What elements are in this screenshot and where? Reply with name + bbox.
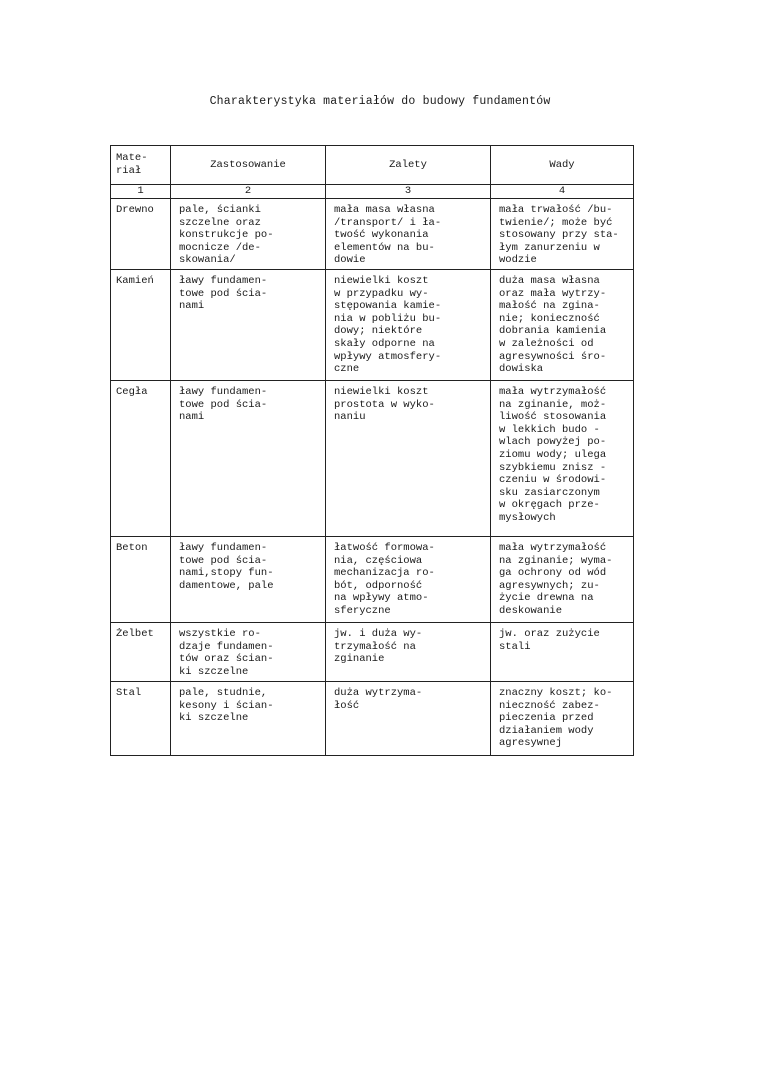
zalety-cell: łatwość formowa- nia, częściowa mechanizacja ro- bót, odporność na wpływy atmo- sferyczne: [326, 537, 491, 623]
wady-cell: znaczny koszt; ko- nieczność zabez- pieczenia przed działaniem wody agresywnej: [491, 682, 634, 756]
table-row: [111, 537, 634, 623]
wady-cell: mała trwałość /bu- twienie/; może być stosowany przy sta- łym zanurzeniu w wodzie: [491, 199, 634, 270]
zastosowanie-cell: ławy fundamen- towe pod ścia- nami,stopy fun- damentowe, pale: [171, 537, 326, 623]
zastosowanie-cell: pale, ścianki szczelne oraz konstrukcje po- mocnicze /de- skowania/: [171, 199, 326, 270]
header-zalety: Zalety: [326, 146, 491, 185]
column-number: 2: [171, 185, 326, 199]
zastosowanie-cell: pale, studnie, kesony i ścian- ki szczelne: [171, 682, 326, 756]
column-number: 1: [111, 185, 171, 199]
wady-cell: duża masa własna oraz mała wytrzy- małość na zgina- nie; konieczność dobrania kamienia w zależności od agresywności śro- dowiska: [491, 270, 634, 381]
material-cell: Kamień: [111, 270, 171, 381]
zalety-cell: niewielki koszt prostota w wyko- naniu: [326, 381, 491, 537]
wady-cell: mała wytrzymałość na zginanie; wyma- ga ochrony od wód agresywnych; zu- życie drewna na deskowanie: [491, 537, 634, 623]
header-wady: Wady: [491, 146, 634, 185]
wady-cell: jw. oraz zużycie stali: [491, 623, 634, 682]
zalety-cell: duża wytrzyma- łość: [326, 682, 491, 756]
material-cell: Drewno: [111, 199, 171, 270]
wady-cell: mała wytrzymałość na zginanie, moż- liwość stosowania w lekkich budo - wlach powyżej po- ziomu wody; ulega szybkiemu znisz - czeniu w środowi- sku zasiarczonym w okręgach prze- mysłowych: [491, 381, 634, 537]
column-number: 4: [491, 185, 634, 199]
column-number-row: [111, 185, 634, 199]
zastosowanie-cell: ławy fundamen- towe pod ścia- nami: [171, 381, 326, 537]
page-title: Charakterystyka materiałów do budowy fundamentów: [209, 95, 551, 108]
material-cell: Beton: [111, 537, 171, 623]
materials-table: [110, 145, 634, 756]
zalety-cell: jw. i duża wy- trzymałość na zginanie: [326, 623, 491, 682]
zalety-cell: mała masa własna /transport/ i ła- twość wykonania elementów na bu- dowie: [326, 199, 491, 270]
header-material: Mate- riał: [111, 146, 171, 185]
table-row: [111, 381, 634, 537]
zalety-cell: niewielki koszt w przypadku wy- stępowania kamie- nia w pobliżu bu- dowy; niektóre skały odporne na wpływy atmosfery- czne: [326, 270, 491, 381]
material-cell: Cegła: [111, 381, 171, 537]
header-zastosowanie: Zastosowanie: [171, 146, 326, 185]
table-row: [111, 270, 634, 381]
zastosowanie-cell: wszystkie ro- dzaje fundamen- tów oraz ścian- ki szczelne: [171, 623, 326, 682]
material-cell: Stal: [111, 682, 171, 756]
table-row: [111, 623, 634, 682]
header-row: [111, 146, 634, 185]
material-cell: Żelbet: [111, 623, 171, 682]
table-row: [111, 199, 634, 270]
zastosowanie-cell: ławy fundamen- towe pod ścia- nami: [171, 270, 326, 381]
table-row: [111, 682, 634, 756]
column-number: 3: [326, 185, 491, 199]
